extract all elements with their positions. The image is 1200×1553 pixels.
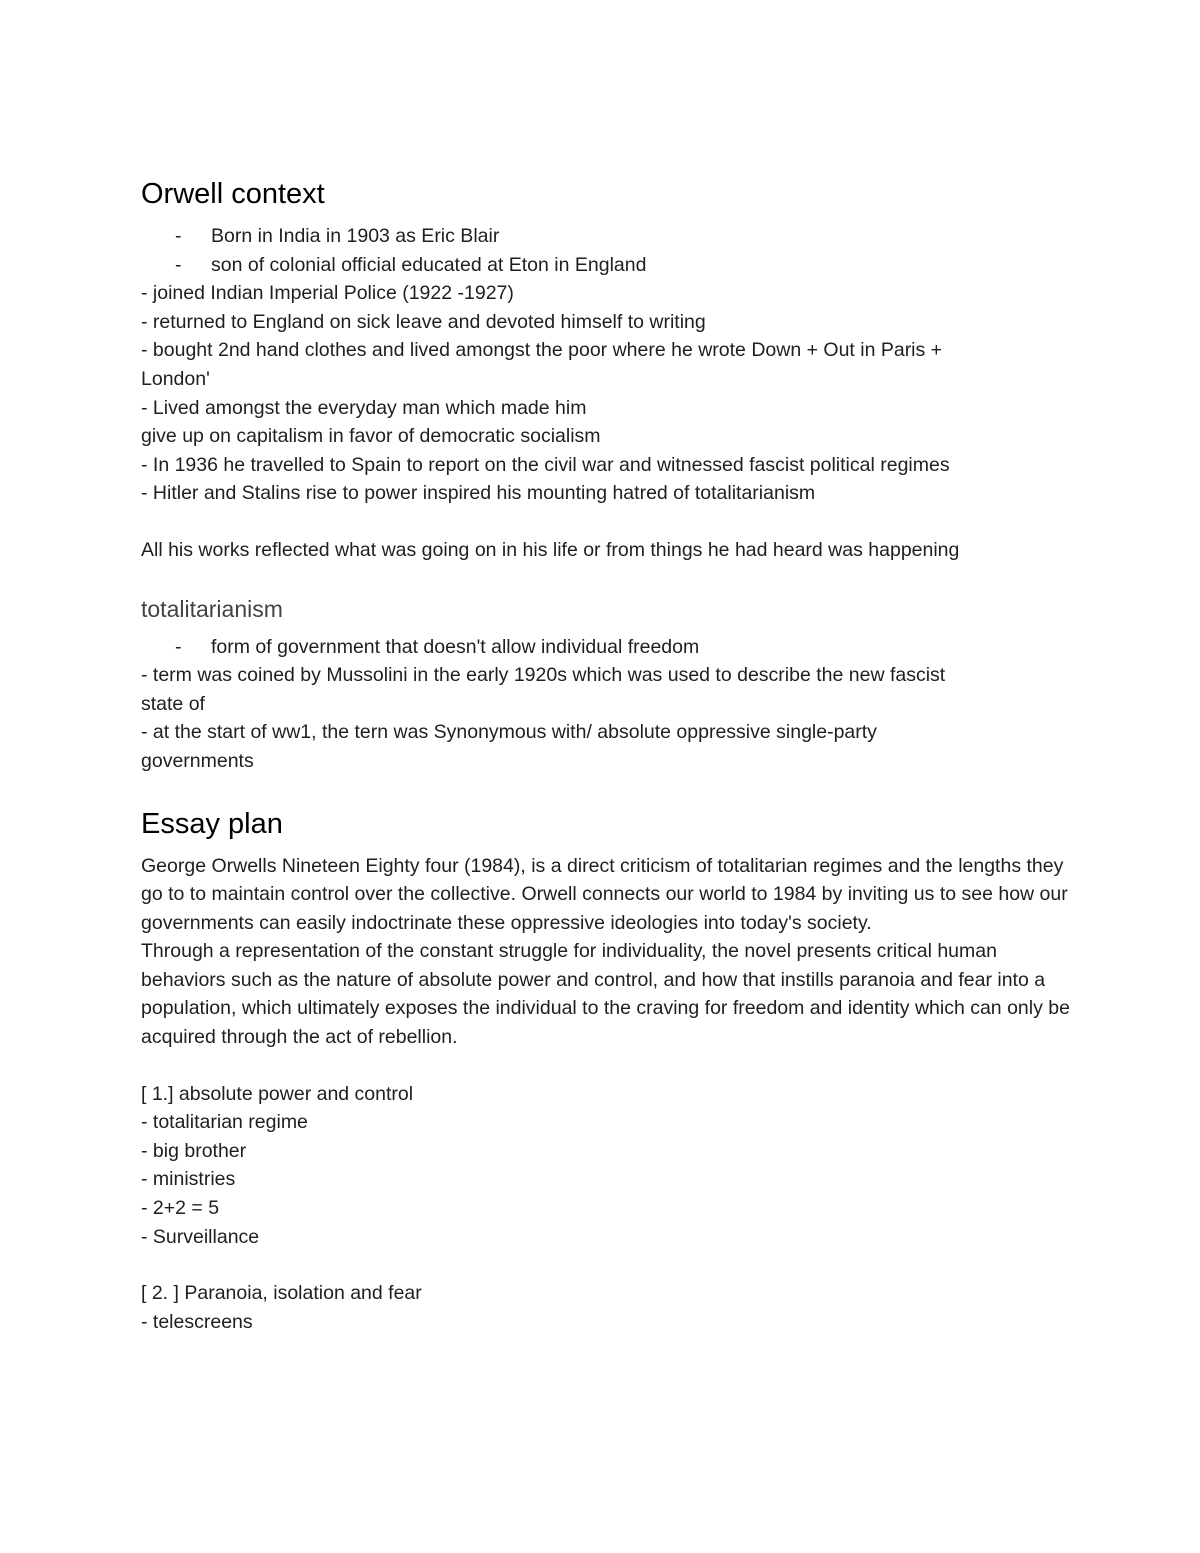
context-summary: All his works reflected what was going on in his life or from things he had heard was happening (141, 538, 960, 561)
context-line: - returned to England on sick leave and devoted himself to writing (141, 310, 706, 333)
document-page (141, 174, 1071, 1336)
essay-paragraph: George Orwells Nineteen Eighty four (1984), is a direct criticism of totalitarian regimes and the lengths they go to to maintain control over the collective. Orwell connects our world to 1984 by inviting us to see how our governments can easily indoctrinate these oppressive ideologies into today's society. (141, 854, 1068, 934)
point-item: - Surveillance (141, 1225, 260, 1248)
point-heading: [ 1.] absolute power and control (141, 1082, 414, 1105)
heading-orwell-context: Orwell context (141, 178, 325, 210)
bullet-marker: - (175, 225, 182, 247)
bullet-item (141, 633, 1071, 662)
context-line: - Hitler and Stalins rise to power inspired his mounting hatred of totalitarianism (141, 482, 816, 505)
context-line: - Lived amongst the everyday man which made him (141, 396, 587, 419)
point-item: - ministries (141, 1168, 236, 1191)
context-line: - joined Indian Imperial Police (1922 -1927) (141, 282, 514, 305)
point-item: - telescreens (141, 1310, 253, 1333)
totalitarianism-line: governments (141, 749, 254, 772)
context-line: give up on capitalism in favor of democratic socialism (141, 425, 601, 448)
bullet-marker: - (175, 635, 182, 658)
bullet-text: Born in India in 1903 as Eric Blair (211, 225, 500, 247)
bullet-text: son of colonial official educated at Eton in England (211, 253, 647, 276)
context-line: London' (141, 367, 210, 390)
point-item: - big brother (141, 1139, 247, 1162)
heading-essay-plan: Essay plan (141, 807, 283, 840)
essay-paragraph: Through a representation of the constant struggle for individuality, the novel presents critical human behaviors such as the nature of absolute power and control, and how that instills paranoia and fear into a population, which ultimately exposes the individual to the craving for freedom and identity which can only be acquired through the act of rebellion. (141, 940, 1070, 1049)
context-line: - In 1936 he travelled to Spain to report on the civil war and witnessed fascist political regimes (141, 453, 950, 476)
context-line: - bought 2nd hand clothes and lived amongst the poor where he wrote Down + Out in Paris + (141, 339, 943, 362)
bullet-text: form of government that doesn't allow individual freedom (211, 635, 700, 658)
totalitarianism-line: state of (141, 692, 205, 715)
point-item: - 2+2 = 5 (141, 1197, 220, 1220)
heading-totalitarianism: totalitarianism (141, 595, 283, 622)
totalitarianism-line: - term was coined by Mussolini in the early 1920s which was used to describe the new fascist (141, 664, 946, 687)
bullet-item (141, 222, 1071, 251)
bullet-marker: - (175, 253, 182, 276)
point-heading: [ 2. ] Paranoia, isolation and fear (141, 1282, 422, 1305)
point-item: - totalitarian regime (141, 1111, 308, 1134)
bullet-item (141, 251, 1071, 280)
totalitarianism-line: - at the start of ww1, the tern was Synonymous with/ absolute oppressive single-party (141, 721, 877, 744)
